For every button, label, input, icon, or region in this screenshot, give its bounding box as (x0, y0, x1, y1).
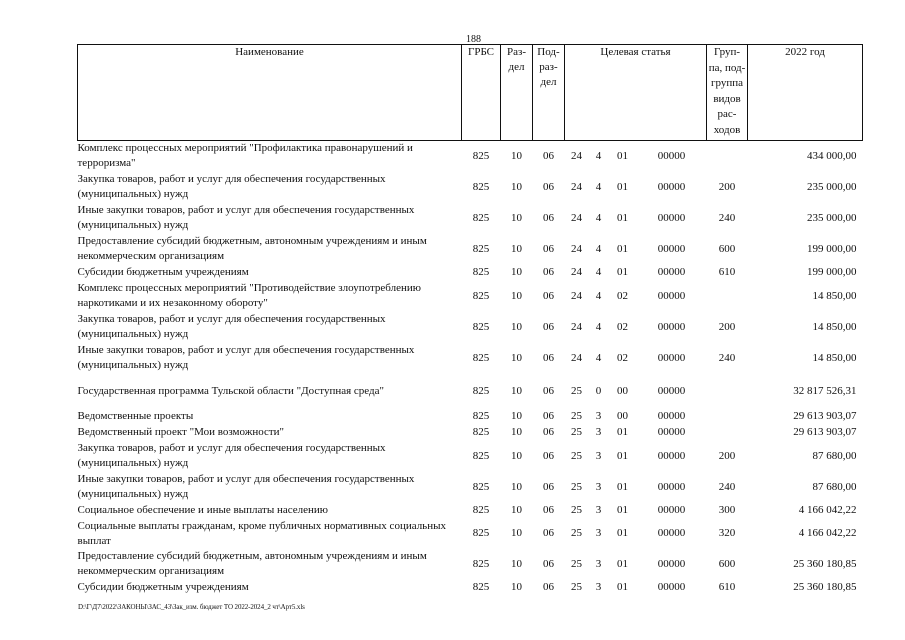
cell-amount-2022: 14 850,00 (812, 351, 857, 364)
cell-target-direction: 00000 (657, 449, 686, 462)
cell-expense-type (707, 281, 748, 312)
cell-name: Социальное обеспечение и иные выплаты населению (77, 504, 329, 516)
cell-expense-type: 610 (718, 581, 736, 593)
table-row (78, 472, 863, 503)
cell-grbs: 825 (472, 527, 490, 539)
cell-razdel: 10 (511, 480, 522, 493)
cell-target-subprogram: 0 (595, 384, 602, 397)
cell-podrazdel: 06 (543, 527, 554, 539)
cell-podrazdel: 06 (543, 242, 554, 255)
cell-grbs: 825 (472, 449, 490, 462)
cell-target-subprogram: 4 (595, 320, 602, 333)
header-grbs: ГРБС (462, 45, 501, 141)
cell-expense-type: 610 (718, 266, 736, 278)
cell-name: Предоставление субсидий бюджетным, автономным учреждениям и иным некоммерческим организациям (77, 550, 427, 577)
cell-target-program: 25 (571, 504, 582, 516)
cell-target-direction: 00000 (657, 242, 686, 255)
cell-grbs: 825 (472, 504, 490, 516)
cell-amount-2022: 25 360 180,85 (793, 557, 857, 570)
cell-amount-2022: 235 000,00 (807, 211, 857, 224)
cell-target-event: 01 (617, 242, 628, 255)
cell-target-subprogram: 4 (595, 211, 602, 224)
table-row (78, 549, 863, 580)
cell-expense-type: 600 (718, 242, 736, 255)
cell-target-direction: 00000 (657, 320, 686, 333)
table-row (78, 234, 863, 265)
cell-grbs: 825 (472, 149, 490, 162)
cell-target-event: 01 (617, 557, 628, 570)
table-row (78, 374, 863, 409)
cell-name: Закупка товаров, работ и услуг для обеспечения государственных (муниципальных) нужд (77, 173, 386, 200)
cell-amount-2022: 14 850,00 (812, 320, 857, 333)
cell-target-event: 01 (617, 527, 628, 539)
cell-target-program: 25 (571, 581, 582, 593)
cell-target-subprogram: 3 (595, 504, 602, 516)
cell-name: Субсидии бюджетным учреждениям (77, 266, 249, 278)
table-row (78, 441, 863, 472)
cell-name: Государственная программа Тульской области "Доступная среда" (77, 384, 385, 397)
cell-target-event: 01 (617, 149, 628, 162)
cell-target-event: 01 (617, 180, 628, 193)
cell-target-subprogram: 3 (595, 581, 602, 593)
header-year: 2022 год (748, 45, 863, 141)
cell-target-direction: 00000 (657, 527, 686, 539)
cell-podrazdel: 06 (543, 581, 554, 593)
cell-grbs: 825 (472, 480, 490, 493)
cell-razdel: 10 (511, 149, 522, 162)
cell-target-direction: 00000 (657, 384, 686, 397)
table-row (78, 425, 863, 441)
cell-expense-type (707, 425, 748, 441)
cell-name: Закупка товаров, работ и услуг для обеспечения государственных (муниципальных) нужд (77, 442, 386, 469)
cell-target-direction: 00000 (657, 504, 686, 516)
cell-target-program: 24 (571, 351, 582, 364)
table-row (78, 580, 863, 596)
cell-name: Ведомственные проекты (77, 410, 194, 422)
cell-podrazdel: 06 (543, 410, 554, 422)
cell-name: Субсидии бюджетным учреждениям (77, 581, 249, 593)
cell-razdel: 10 (511, 557, 522, 570)
table-row (78, 519, 863, 549)
cell-target-direction: 00000 (657, 557, 686, 570)
cell-target-direction: 00000 (657, 211, 686, 224)
cell-amount-2022: 4 166 042,22 (798, 504, 857, 516)
cell-target-subprogram: 3 (595, 410, 602, 422)
cell-amount-2022: 25 360 180,85 (793, 581, 857, 593)
cell-podrazdel: 06 (543, 320, 554, 333)
cell-grbs: 825 (472, 410, 490, 422)
cell-grbs: 825 (472, 351, 490, 364)
cell-target-event: 00 (617, 410, 628, 422)
cell-razdel: 10 (511, 180, 522, 193)
cell-target-event: 01 (617, 504, 628, 516)
cell-target-direction: 00000 (657, 180, 686, 193)
cell-amount-2022: 29 613 903,07 (793, 410, 857, 422)
cell-expense-type (707, 141, 748, 172)
cell-amount-2022: 87 680,00 (812, 449, 857, 462)
cell-expense-type: 240 (718, 351, 736, 364)
cell-razdel: 10 (511, 320, 522, 333)
cell-expense-type: 240 (718, 211, 736, 224)
cell-target-subprogram: 3 (595, 557, 602, 570)
cell-podrazdel: 06 (543, 480, 554, 493)
table-row (78, 409, 863, 425)
cell-target-program: 25 (571, 527, 582, 539)
cell-target-event: 02 (617, 351, 628, 364)
cell-expense-type: 200 (718, 449, 736, 462)
cell-name: Иные закупки товаров, работ и услуг для обеспечения государственных (муниципальных) нужд (77, 473, 415, 500)
table-row (78, 343, 863, 374)
cell-target-program: 25 (571, 557, 582, 570)
cell-razdel: 10 (511, 242, 522, 255)
cell-target-program: 25 (571, 384, 582, 397)
cell-podrazdel: 06 (543, 384, 554, 397)
cell-target-direction: 00000 (657, 581, 686, 593)
cell-name: Комплекс процессных мероприятий "Противодействие злоупотреблению наркотиками и их незаконному обороту" (77, 282, 421, 309)
file-path-footer: D:\Г\Д7\2022\ЗАКОНЫ\ЗАС_43\Зак_изм. бюджет ТО 2022-2024_2 чт\Арт5.xls (78, 603, 305, 611)
cell-amount-2022: 434 000,00 (807, 149, 857, 162)
cell-amount-2022: 87 680,00 (812, 480, 857, 493)
cell-target-program: 25 (571, 410, 582, 422)
cell-podrazdel: 06 (543, 449, 554, 462)
cell-grbs: 825 (472, 557, 490, 570)
cell-target-event: 01 (617, 480, 628, 493)
cell-target-subprogram: 4 (595, 180, 602, 193)
cell-target-subprogram: 4 (595, 242, 602, 255)
cell-grbs: 825 (472, 211, 490, 224)
cell-target-event: 00 (617, 384, 628, 397)
cell-podrazdel: 06 (543, 351, 554, 364)
cell-razdel: 10 (511, 410, 522, 422)
cell-razdel: 10 (511, 527, 522, 539)
table-row (78, 203, 863, 234)
cell-target-program: 24 (571, 180, 582, 193)
header-gruppa: Груп- па, под- группа видов рас- ходов (707, 45, 748, 141)
table-row (78, 141, 863, 172)
header-name: Наименование (78, 45, 462, 141)
cell-target-subprogram: 3 (595, 426, 602, 438)
cell-target-program: 25 (571, 480, 582, 493)
cell-podrazdel: 06 (543, 149, 554, 162)
table-row (78, 312, 863, 343)
cell-name: Иные закупки товаров, работ и услуг для обеспечения государственных (муниципальных) нужд (77, 204, 415, 231)
cell-target-event: 02 (617, 289, 628, 302)
table-row (78, 265, 863, 281)
cell-target-direction: 00000 (657, 410, 686, 422)
cell-grbs: 825 (472, 242, 490, 255)
cell-target-event: 01 (617, 581, 628, 593)
cell-expense-type: 240 (718, 480, 736, 493)
cell-target-event: 02 (617, 320, 628, 333)
cell-podrazdel: 06 (543, 211, 554, 224)
table-header-row (78, 45, 863, 141)
cell-target-event: 01 (617, 266, 628, 278)
cell-target-direction: 00000 (657, 149, 686, 162)
cell-podrazdel: 06 (543, 426, 554, 438)
table-row (78, 503, 863, 519)
header-celevaya: Целевая статья (565, 45, 707, 141)
cell-target-program: 24 (571, 320, 582, 333)
cell-target-subprogram: 4 (595, 266, 602, 278)
cell-podrazdel: 06 (543, 180, 554, 193)
cell-target-event: 01 (617, 211, 628, 224)
cell-expense-type: 200 (718, 320, 736, 333)
cell-target-program: 25 (571, 449, 582, 462)
cell-amount-2022: 199 000,00 (807, 266, 857, 278)
cell-target-direction: 00000 (657, 480, 686, 493)
cell-target-direction: 00000 (657, 351, 686, 364)
cell-expense-type (707, 374, 748, 409)
cell-name: Закупка товаров, работ и услуг для обеспечения государственных (муниципальных) нужд (77, 313, 386, 340)
cell-grbs: 825 (472, 180, 490, 193)
cell-target-subprogram: 4 (595, 351, 602, 364)
cell-expense-type (707, 409, 748, 425)
cell-grbs: 825 (472, 581, 490, 593)
cell-razdel: 10 (511, 426, 522, 438)
cell-target-program: 24 (571, 242, 582, 255)
cell-grbs: 825 (472, 426, 490, 438)
cell-target-program: 24 (571, 266, 582, 278)
cell-razdel: 10 (511, 289, 522, 302)
cell-razdel: 10 (511, 504, 522, 516)
cell-razdel: 10 (511, 581, 522, 593)
cell-podrazdel: 06 (543, 557, 554, 570)
cell-target-subprogram: 3 (595, 480, 602, 493)
cell-name: Иные закупки товаров, работ и услуг для обеспечения государственных (муниципальных) нужд (77, 344, 415, 371)
header-podrazdel: Под- раз- дел (533, 45, 565, 141)
cell-amount-2022: 235 000,00 (807, 180, 857, 193)
cell-target-direction: 00000 (657, 266, 686, 278)
table-row (78, 281, 863, 312)
cell-grbs: 825 (472, 289, 490, 302)
cell-razdel: 10 (511, 384, 522, 397)
cell-grbs: 825 (472, 266, 490, 278)
budget-table (77, 44, 863, 596)
cell-amount-2022: 32 817 526,31 (793, 384, 857, 397)
cell-target-direction: 00000 (657, 426, 686, 438)
cell-expense-type: 200 (718, 180, 736, 193)
cell-podrazdel: 06 (543, 289, 554, 302)
cell-razdel: 10 (511, 211, 522, 224)
cell-grbs: 825 (472, 320, 490, 333)
cell-grbs: 825 (472, 384, 490, 397)
cell-amount-2022: 4 166 042,22 (798, 527, 857, 539)
cell-name: Ведомственный проект "Мои возможности" (77, 426, 285, 438)
cell-target-program: 25 (571, 426, 582, 438)
cell-target-event: 01 (617, 449, 628, 462)
cell-expense-type: 320 (718, 527, 736, 539)
cell-target-program: 24 (571, 289, 582, 302)
cell-name: Комплекс процессных мероприятий "Профилактика правонарушений и терроризма" (77, 142, 413, 170)
cell-expense-type: 600 (718, 557, 736, 570)
cell-target-subprogram: 3 (595, 527, 602, 539)
cell-razdel: 10 (511, 266, 522, 278)
cell-target-program: 24 (571, 211, 582, 224)
cell-amount-2022: 199 000,00 (807, 242, 857, 255)
cell-razdel: 10 (511, 351, 522, 364)
cell-expense-type: 300 (718, 504, 736, 516)
cell-target-subprogram: 3 (595, 449, 602, 462)
cell-target-program: 24 (571, 149, 582, 162)
cell-name: Социальные выплаты гражданам, кроме публичных нормативных социальных выплат (77, 519, 446, 547)
cell-target-subprogram: 4 (595, 149, 602, 162)
cell-podrazdel: 06 (543, 266, 554, 278)
table-row (78, 172, 863, 203)
table-body (78, 141, 863, 596)
cell-amount-2022: 14 850,00 (812, 289, 857, 302)
cell-target-direction: 00000 (657, 289, 686, 302)
cell-target-event: 01 (617, 426, 628, 438)
cell-target-subprogram: 4 (595, 289, 602, 302)
header-razdel: Раз- дел (501, 45, 533, 141)
cell-razdel: 10 (511, 449, 522, 462)
page-number: 188 (466, 34, 481, 45)
cell-name: Предоставление субсидий бюджетным, автономным учреждениям и иным некоммерческим организациям (77, 235, 427, 262)
cell-amount-2022: 29 613 903,07 (793, 426, 857, 438)
cell-podrazdel: 06 (543, 504, 554, 516)
